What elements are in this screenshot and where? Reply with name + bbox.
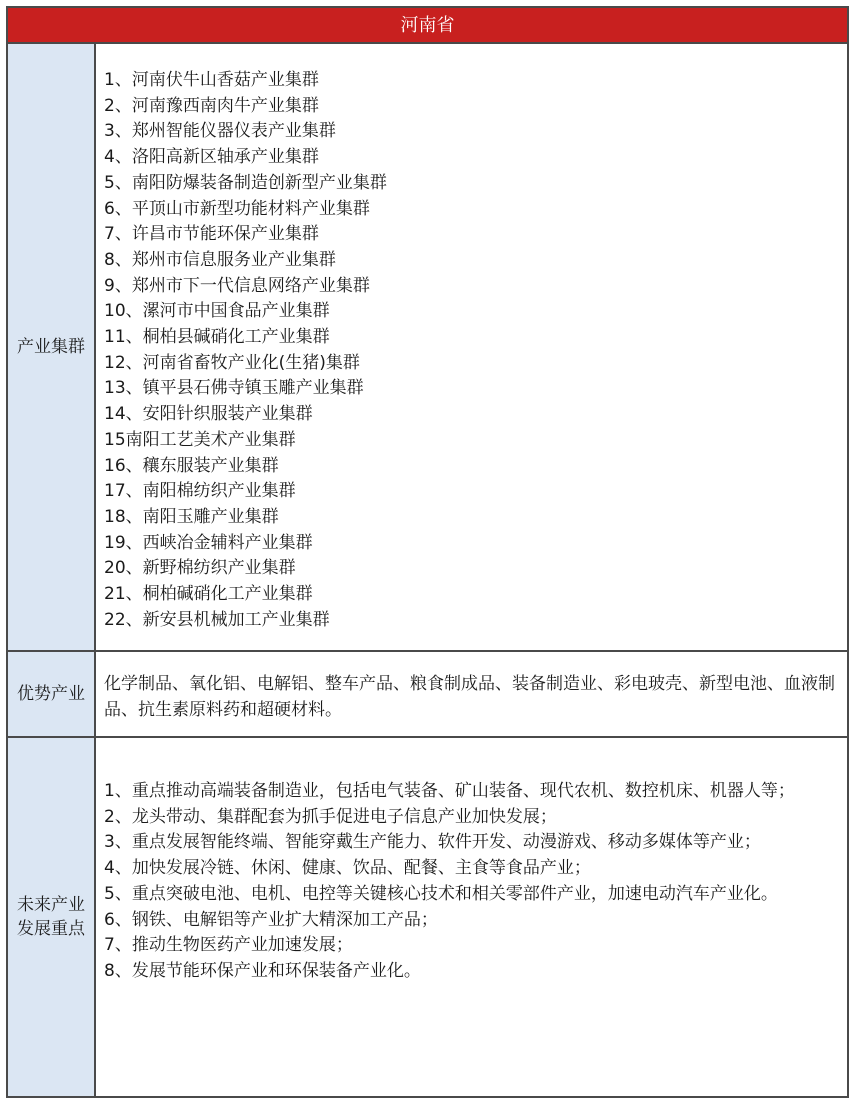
list-item: 4、洛阳高新区轴承产业集群 (104, 147, 319, 168)
list-item: 14、安阳针织服装产业集群 (104, 404, 313, 425)
list-item: 2、龙头带动、集群配套为抓手促进电子信息产业加快发展； (104, 806, 557, 827)
list-item: 5、南阳防爆装备制造创新型产业集群 (104, 172, 387, 193)
list-item: 3、郑州智能仪器仪表产业集群 (104, 121, 336, 142)
list-item: 21、桐柏碱硝化工产业集群 (104, 584, 313, 605)
list-item: 8、发展节能环保产业和环保装备产业化。 (104, 960, 421, 981)
list-item: 3、重点发展智能终端、智能穿戴生产能力、软件开发、动漫游戏、移动多媒体等产业； (104, 832, 761, 853)
province-industry-table (6, 6, 849, 1098)
list-item: 13、镇平县石佛寺镇玉雕产业集群 (104, 378, 364, 399)
list-item: 10、漯河市中国食品产业集群 (104, 301, 330, 322)
list-item: 1、河南伏牛山香菇产业集群 (104, 70, 319, 90)
list-item: 8、郑州市信息服务业产业集群 (104, 249, 336, 270)
list-item: 16、穰东服装产业集群 (104, 455, 279, 476)
future-list (96, 738, 847, 1096)
list-item: 17、南阳棉纺织产业集群 (104, 481, 296, 502)
list-item: 15南阳工艺美术产业集群 (104, 429, 296, 450)
list-item: 9、郑州市下一代信息网络产业集群 (104, 275, 370, 296)
advantage-text-cell (96, 652, 847, 736)
list-item: 22、新安县机械加工产业集群 (104, 609, 330, 630)
list-item: 6、平顶山市新型功能材料产业集群 (104, 198, 370, 219)
row-label-future: 未来产业发展重点 (8, 738, 96, 1096)
list-item: 7、推动生物医药产业加速发展； (104, 935, 353, 956)
list-item: 1、重点推动高端装备制造业，包括电气装备、矿山装备、现代农机、数控机床、机器人等； (104, 781, 795, 801)
row-label-advantage: 优势产业 (8, 652, 96, 736)
list-item: 12、河南省畜牧产业化(生猪)集群 (104, 352, 360, 373)
list-item: 4、加快发展冷链、休闲、健康、饮品、配餐、主食等食品产业； (104, 858, 591, 879)
row-industry-clusters (8, 44, 847, 652)
list-item: 20、新野棉纺织产业集群 (104, 558, 296, 579)
list-item: 2、河南豫西南肉牛产业集群 (104, 95, 319, 116)
list-item: 11、桐柏县碱硝化工产业集群 (104, 327, 330, 348)
table-title: 河南省 (8, 8, 847, 44)
list-item: 18、南阳玉雕产业集群 (104, 506, 279, 527)
clusters-list (96, 44, 847, 650)
list-item: 6、钢铁、电解铝等产业扩大精深加工产品； (104, 909, 438, 930)
advantage-text: 化学制品、氧化铝、电解铝、整车产品、粮食制成品、装备制造业、彩电玻壳、新型电池、血液制品、抗生素原料药和超硬材料。 (104, 674, 835, 720)
row-advantage-industries (8, 652, 847, 738)
row-future-focus (8, 738, 847, 1096)
list-item: 5、重点突破电池、电机、电控等关键核心技术和相关零部件产业，加速电动汽车产业化。 (104, 883, 778, 904)
row-label-clusters: 产业集群 (8, 44, 96, 650)
list-item: 19、西峡冶金辅料产业集群 (104, 532, 313, 553)
list-item: 7、许昌市节能环保产业集群 (104, 224, 319, 245)
